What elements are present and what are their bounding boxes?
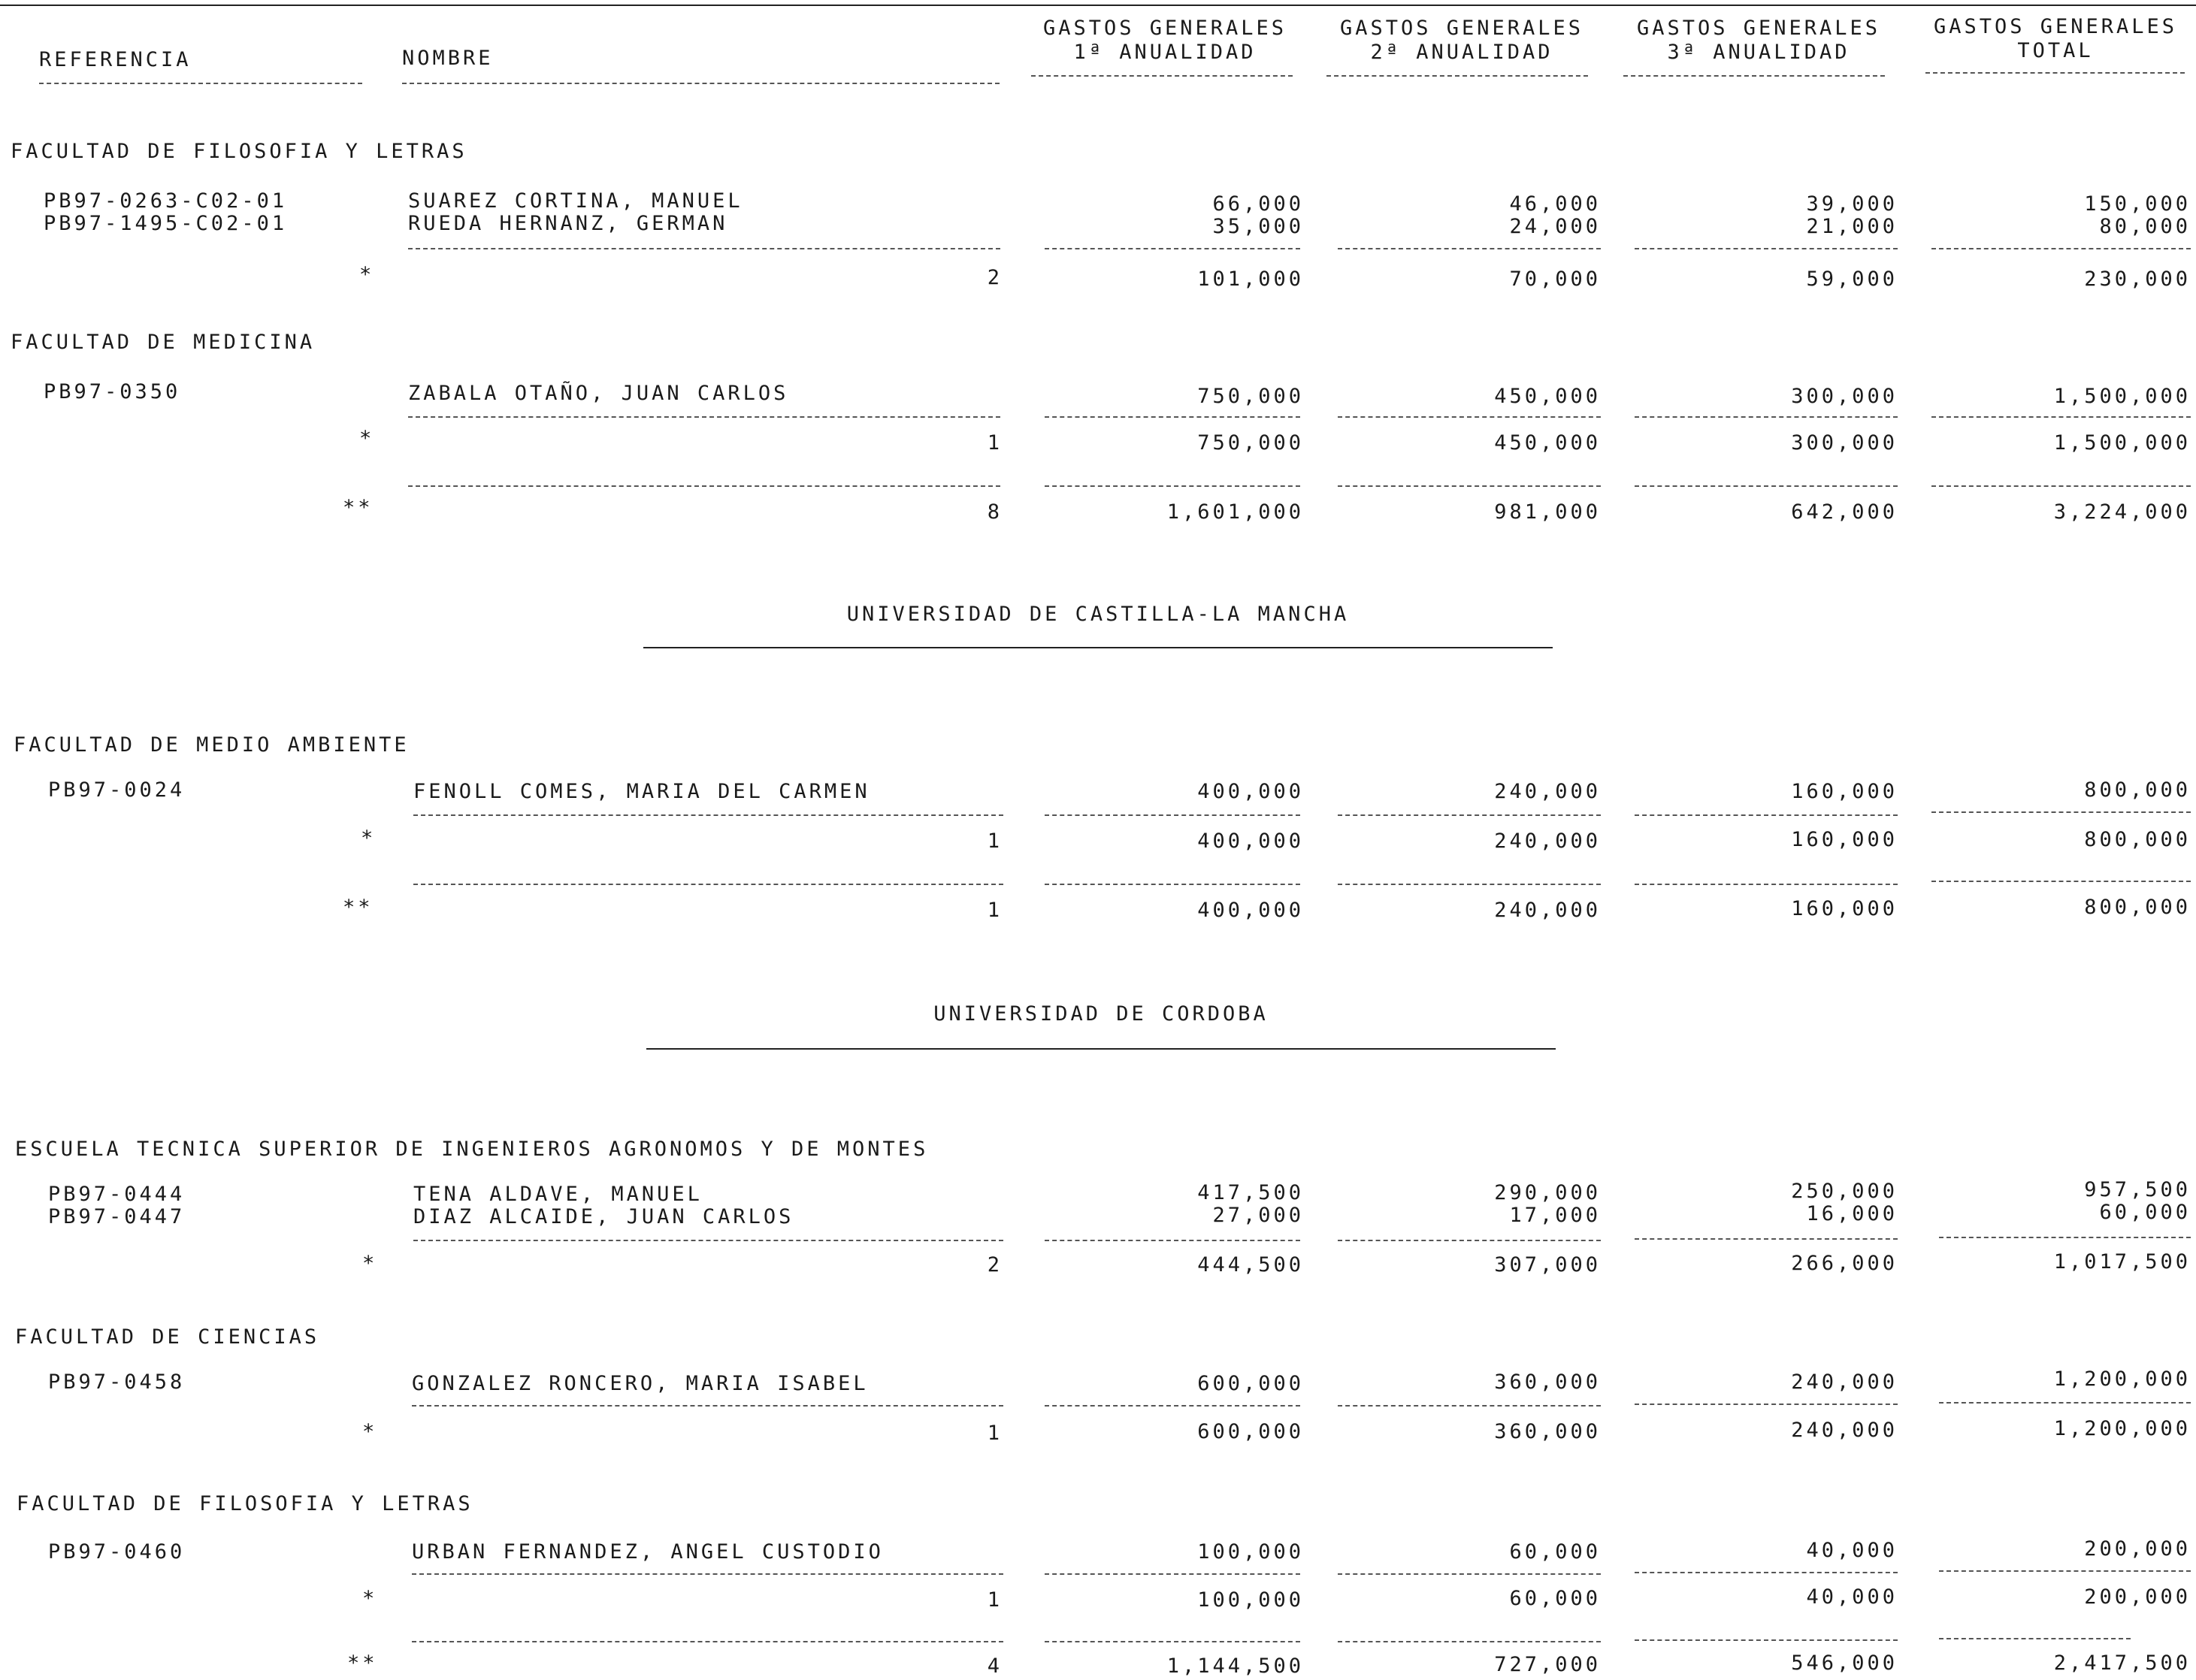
total-count: 1 [987, 899, 1003, 922]
header-nombre: NOMBRE [402, 47, 494, 70]
row-name: URBAN FERNANDEZ, ANGEL CUSTODIO [412, 1540, 884, 1564]
row-total: 80,000 [2099, 215, 2191, 238]
subtotal-count: 1 [987, 829, 1003, 853]
subtotal-a1: 400,000 [1197, 829, 1304, 853]
row-a2: 24,000 [1509, 215, 1601, 238]
subtotal-a3: 40,000 [1806, 1585, 1898, 1609]
row-a3: 240,000 [1791, 1370, 1898, 1394]
row-a3: 160,000 [1791, 780, 1898, 803]
total-rule [412, 1641, 1003, 1642]
total-a2: 240,000 [1494, 899, 1601, 922]
row-a2: 46,000 [1509, 192, 1601, 216]
subtotal-rule [1045, 1240, 1300, 1241]
university-underline [646, 1048, 1556, 1050]
top-rule [0, 5, 2196, 6]
row-total: 1,200,000 [2053, 1367, 2191, 1391]
total-a3: 642,000 [1791, 500, 1898, 524]
total-rule [1635, 485, 1898, 487]
subtotal-mark: * [361, 826, 377, 850]
subtotal-a1: 600,000 [1197, 1420, 1304, 1443]
subtotal-rule [1939, 1402, 2191, 1404]
total-rule [1338, 1641, 1601, 1642]
subtotal-total: 1,200,000 [2053, 1417, 2191, 1440]
total-count: 8 [987, 500, 1003, 524]
total-rule [1931, 485, 2191, 487]
subtotal-a2: 240,000 [1494, 829, 1601, 853]
row-a3: 250,000 [1791, 1180, 1898, 1203]
subtotal-rule [408, 416, 1000, 418]
header-underline-col1 [1031, 75, 1293, 77]
row-total: 60,000 [2099, 1201, 2191, 1224]
subtotal-total: 1,500,000 [2053, 431, 2191, 455]
subtotal-rule [1338, 1405, 1601, 1407]
total-a2: 727,000 [1494, 1653, 1601, 1676]
header-col4-line2: TOTAL [2017, 39, 2094, 62]
subtotal-rule [1045, 1573, 1300, 1575]
header-referencia: REFERENCIA [39, 48, 192, 71]
subtotal-rule [412, 1573, 1003, 1575]
row-a3: 300,000 [1791, 385, 1898, 408]
total-rule [1635, 884, 1898, 885]
total-a3: 160,000 [1791, 897, 1898, 920]
total-rule [1045, 884, 1300, 885]
header-col4-line1: GASTOS GENERALES [1933, 15, 2178, 38]
subtotal-rule [1045, 814, 1300, 816]
row-total: 150,000 [2084, 192, 2191, 216]
row-ref: PB97-0024 [48, 778, 186, 802]
total-rule [1939, 1638, 2131, 1639]
subtotal-mark: * [362, 1420, 378, 1443]
header-underline-name [402, 83, 1000, 84]
subtotal-a2: 307,000 [1494, 1253, 1601, 1277]
subtotal-rule [1635, 814, 1898, 816]
subtotal-total: 1,017,500 [2053, 1250, 2191, 1274]
row-total: 200,000 [2084, 1537, 2191, 1561]
total-a1: 1,144,500 [1166, 1654, 1304, 1678]
header-col3-line1: GASTOS GENERALES [1636, 17, 1881, 40]
subtotal-rule [1635, 416, 1898, 418]
total-a1: 1,601,000 [1166, 500, 1304, 524]
row-ref: PB97-0447 [48, 1205, 186, 1228]
header-underline-col3 [1623, 75, 1885, 77]
subtotal-mark: * [359, 427, 375, 450]
section-title: FACULTAD DE MEDIO AMBIENTE [14, 733, 410, 757]
subtotal-rule [1635, 248, 1898, 249]
subtotal-rule [1939, 1570, 2191, 1572]
subtotal-a3: 160,000 [1791, 828, 1898, 851]
total-rule [1338, 884, 1601, 885]
subtotal-rule [1931, 248, 2191, 249]
subtotal-mark: * [362, 1252, 378, 1275]
row-ref: PB97-1495-C02-01 [44, 212, 288, 235]
row-name: SUAREZ CORTINA, MANUEL [408, 189, 743, 213]
row-a2: 17,000 [1509, 1204, 1601, 1227]
section-title: FACULTAD DE CIENCIAS [15, 1325, 320, 1349]
row-total: 1,500,000 [2053, 385, 2191, 408]
row-total: 957,500 [2084, 1178, 2191, 1201]
row-a1: 417,500 [1197, 1181, 1304, 1204]
total-rule [1045, 485, 1300, 487]
subtotal-rule [1045, 1405, 1300, 1407]
subtotal-a3: 240,000 [1791, 1419, 1898, 1442]
subtotal-rule [1338, 248, 1601, 249]
header-underline-ref [39, 83, 362, 84]
section-title: FACULTAD DE FILOSOFIA Y LETRAS [11, 140, 467, 163]
subtotal-rule [413, 1240, 1003, 1241]
total-rule [1931, 881, 2191, 882]
subtotal-total: 230,000 [2084, 267, 2191, 291]
subtotal-count: 2 [987, 1253, 1003, 1277]
header-col1-line2: 1ª ANUALIDAD [1073, 41, 1257, 64]
row-a2: 360,000 [1494, 1370, 1601, 1394]
row-name: ZABALA OTAÑO, JUAN CARLOS [408, 382, 789, 405]
university-title: UNIVERSIDAD DE CORDOBA [933, 1002, 1269, 1026]
subtotal-a3: 59,000 [1806, 267, 1898, 291]
university-underline [643, 647, 1553, 648]
row-a3: 39,000 [1806, 192, 1898, 216]
row-name: GONZALEZ RONCERO, MARIA ISABEL [412, 1372, 869, 1395]
subtotal-rule [1338, 1573, 1601, 1575]
header-underline-col2 [1326, 75, 1588, 77]
row-name: RUEDA HERNANZ, GERMAN [408, 212, 728, 235]
subtotal-total: 200,000 [2084, 1585, 2191, 1609]
subtotal-rule [1338, 416, 1601, 418]
section-title: FACULTAD DE FILOSOFIA Y LETRAS [17, 1492, 473, 1515]
header-underline-col4 [1925, 72, 2185, 74]
subtotal-rule [1338, 814, 1601, 816]
row-name: TENA ALDAVE, MANUEL [413, 1183, 703, 1206]
subtotal-a1: 750,000 [1197, 431, 1304, 455]
header-col2-line1: GASTOS GENERALES [1339, 17, 1584, 40]
row-a3: 40,000 [1806, 1539, 1898, 1562]
university-title: UNIVERSIDAD DE CASTILLA-LA MANCHA [846, 603, 1350, 626]
section-title: ESCUELA TECNICA SUPERIOR DE INGENIEROS AGRONOMOS Y DE MONTES [15, 1138, 929, 1161]
total-mark: ** [347, 1651, 378, 1675]
total-a2: 981,000 [1494, 500, 1601, 524]
row-a3: 16,000 [1806, 1202, 1898, 1225]
total-rule [1045, 1641, 1300, 1642]
row-a2: 450,000 [1494, 385, 1601, 408]
row-a1: 35,000 [1212, 215, 1304, 238]
subtotal-rule [408, 248, 1000, 249]
row-name: FENOLL COMES, MARIA DEL CARMEN [413, 780, 870, 803]
subtotal-a2: 360,000 [1494, 1420, 1601, 1443]
row-ref: PB97-0460 [48, 1540, 186, 1564]
total-mark: ** [343, 496, 374, 519]
subtotal-rule [1931, 811, 2191, 813]
subtotal-rule [1635, 1238, 1898, 1240]
total-count: 4 [987, 1654, 1003, 1678]
subtotal-a1: 101,000 [1197, 267, 1304, 291]
row-a2: 240,000 [1494, 780, 1601, 803]
subtotal-rule [1931, 416, 2191, 418]
row-total: 800,000 [2084, 778, 2191, 802]
total-rule [1635, 1639, 1898, 1641]
subtotal-rule [1635, 1572, 1898, 1573]
total-total: 3,224,000 [2053, 500, 2191, 524]
row-a2: 290,000 [1494, 1181, 1601, 1204]
subtotal-rule [413, 814, 1003, 816]
row-a1: 400,000 [1197, 780, 1304, 803]
row-ref: PB97-0444 [48, 1183, 186, 1206]
row-ref: PB97-0350 [44, 380, 181, 403]
subtotal-a1: 100,000 [1197, 1588, 1304, 1612]
total-total: 2,417,500 [2053, 1651, 2191, 1675]
subtotal-rule [1045, 416, 1300, 418]
row-a1: 27,000 [1212, 1204, 1304, 1227]
total-rule [1338, 485, 1601, 487]
subtotal-a2: 70,000 [1509, 267, 1601, 291]
subtotal-mark: * [362, 1587, 378, 1610]
total-rule [413, 884, 1003, 885]
subtotal-rule [412, 1405, 1003, 1407]
subtotal-a3: 266,000 [1791, 1252, 1898, 1275]
total-mark: ** [343, 896, 374, 919]
row-name: DIAZ ALCAIDE, JUAN CARLOS [413, 1205, 794, 1228]
subtotal-count: 2 [987, 266, 1003, 289]
total-a1: 400,000 [1197, 899, 1304, 922]
subtotal-count: 1 [987, 1588, 1003, 1612]
subtotal-total: 800,000 [2084, 828, 2191, 851]
subtotal-rule [1635, 1404, 1898, 1405]
subtotal-a2: 450,000 [1494, 431, 1601, 455]
total-rule [408, 485, 1000, 487]
total-a3: 546,000 [1791, 1651, 1898, 1675]
subtotal-mark: * [359, 263, 375, 286]
row-a1: 600,000 [1197, 1372, 1304, 1395]
header-col3-line2: 3ª ANUALIDAD [1667, 41, 1850, 64]
subtotal-a1: 444,500 [1197, 1253, 1304, 1277]
row-a2: 60,000 [1509, 1540, 1601, 1564]
header-col1-line1: GASTOS GENERALES [1042, 17, 1287, 40]
row-ref: PB97-0263-C02-01 [44, 189, 288, 213]
row-a3: 21,000 [1806, 215, 1898, 238]
subtotal-count: 1 [987, 431, 1003, 455]
subtotal-rule [1045, 248, 1300, 249]
subtotal-rule [1338, 1240, 1601, 1241]
subtotal-a2: 60,000 [1509, 1587, 1601, 1610]
subtotal-count: 1 [987, 1422, 1003, 1445]
header-col2-line2: 2ª ANUALIDAD [1370, 41, 1553, 64]
row-a1: 66,000 [1212, 192, 1304, 216]
row-a1: 100,000 [1197, 1540, 1304, 1564]
section-title: FACULTAD DE MEDICINA [11, 331, 316, 354]
total-total: 800,000 [2084, 896, 2191, 919]
subtotal-a3: 300,000 [1791, 431, 1898, 455]
subtotal-rule [1939, 1237, 2191, 1238]
row-ref: PB97-0458 [48, 1370, 186, 1394]
row-a1: 750,000 [1197, 385, 1304, 408]
